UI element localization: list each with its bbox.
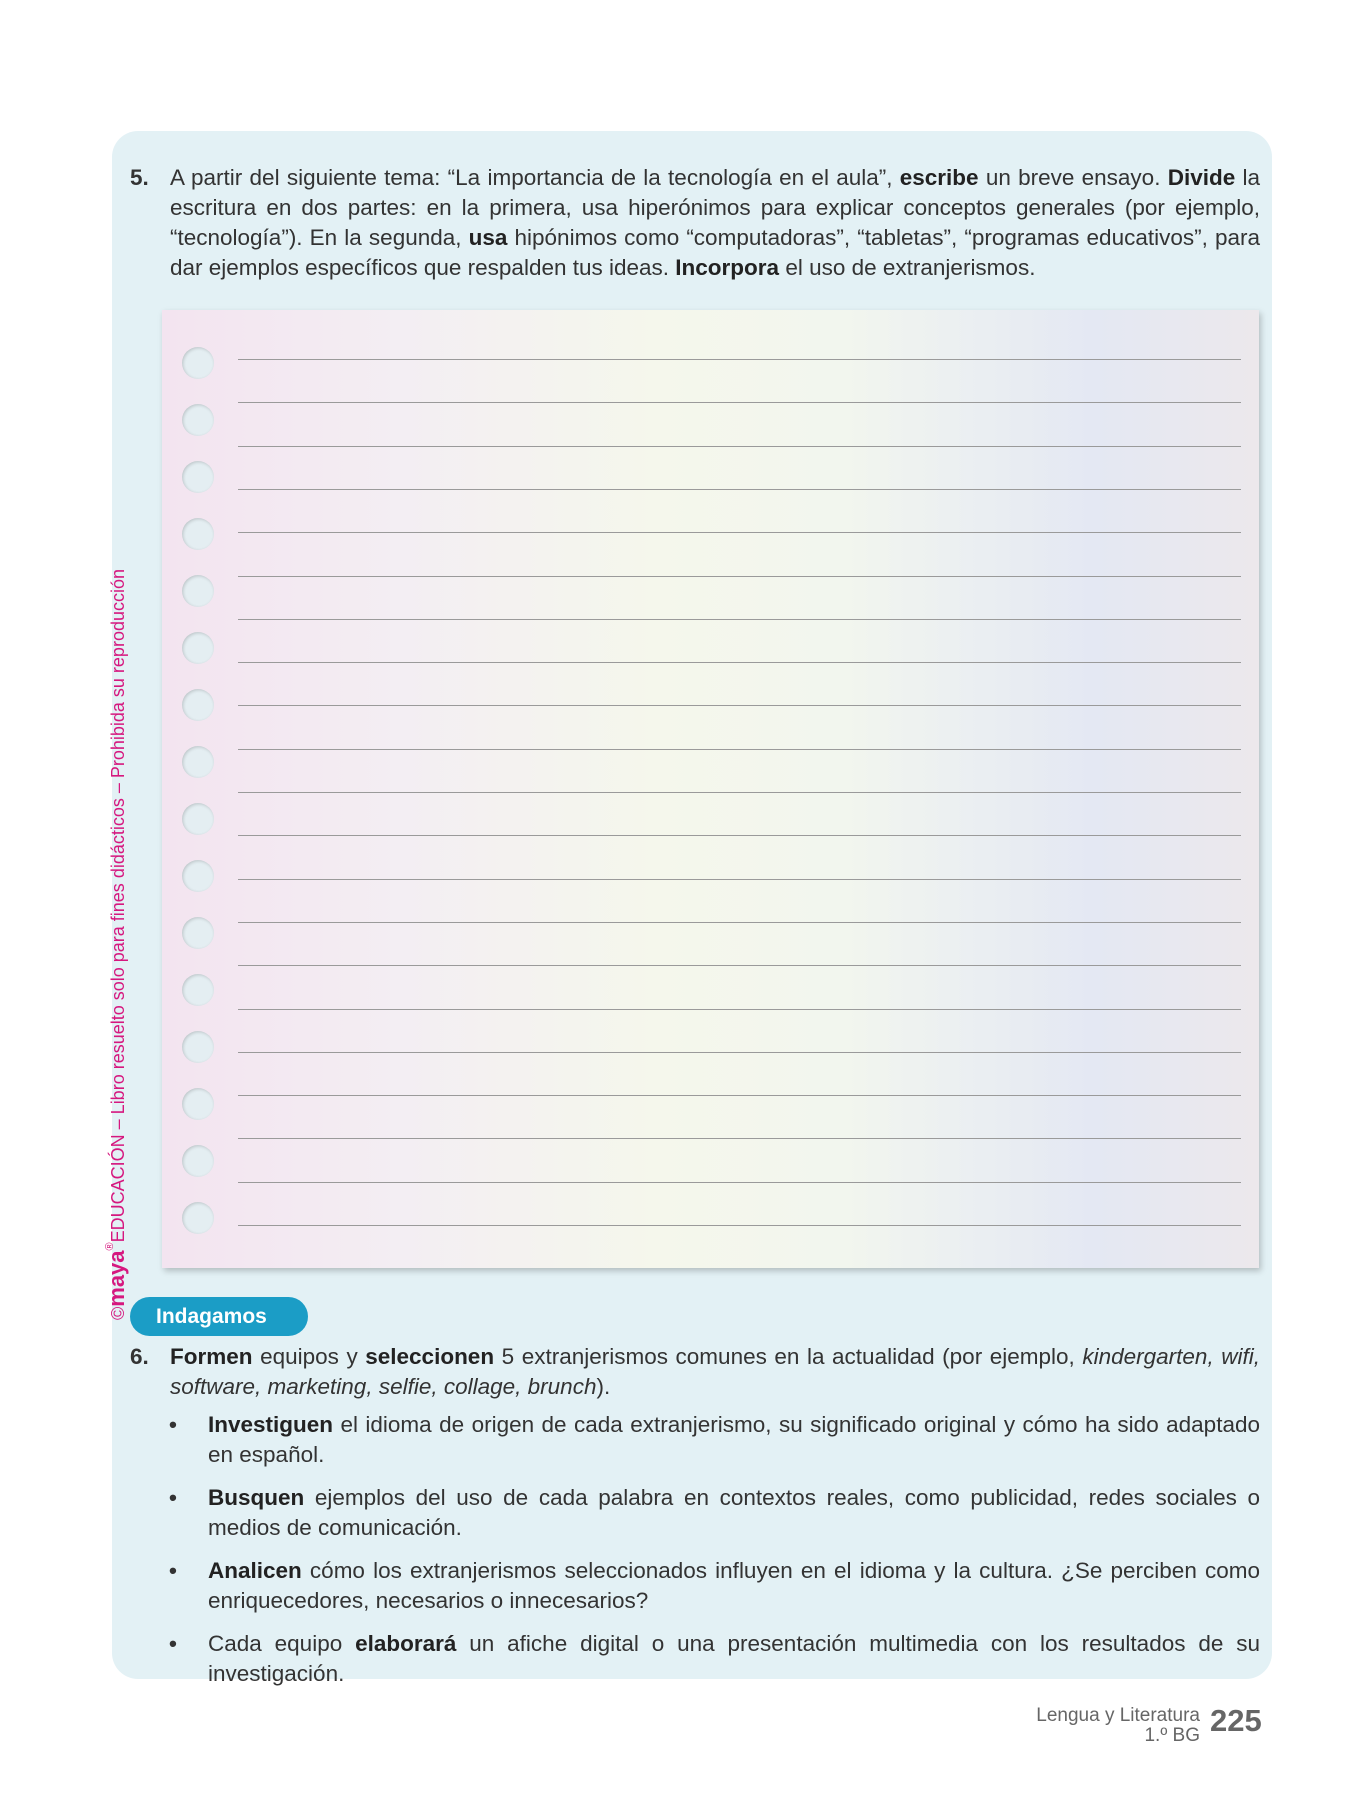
writing-line[interactable] (238, 662, 1241, 663)
writing-line[interactable] (238, 1095, 1241, 1096)
bullet-item (169, 1483, 1260, 1543)
writing-line[interactable] (238, 705, 1241, 706)
instruction-text: un breve ensayo. (978, 165, 1168, 190)
writing-line[interactable] (238, 1009, 1241, 1010)
binder-ring (182, 404, 214, 436)
binder-ring (182, 860, 214, 892)
brand-logo: maya (104, 1250, 129, 1307)
section-tag-indagamos: Indagamos (130, 1297, 308, 1336)
emphasis-verb: usa (468, 225, 508, 250)
instruction-text: ). (596, 1374, 611, 1399)
binder-ring (182, 518, 214, 550)
emphasis-verb: Formen (170, 1344, 253, 1369)
instruction-text: A partir del siguiente tema: “La importancia de la tecnología en el aula”, (170, 165, 900, 190)
binder-ring (182, 347, 214, 379)
instruction-text: 5 extranjerismos comunes en la actualidad (por ejemplo, (494, 1344, 1083, 1369)
writing-line[interactable] (238, 1182, 1241, 1183)
binder-ring (182, 632, 214, 664)
subject-name: Lengua y Literatura (1036, 1705, 1200, 1726)
instruction-text: Cada equipo (208, 1631, 356, 1656)
exercise-6-instructions (170, 1342, 1260, 1402)
instruction-text: hipónimos como “computadoras”, “tabletas”, “programas educativos”, para dar ejemplos específicos que respalden tus ideas. (170, 225, 1260, 280)
exercise-5 (130, 163, 1260, 283)
binder-ring (182, 917, 214, 949)
instruction-text: ejemplos del uso de cada palabra en contextos reales, como publicidad, redes sociales o medios de comunicación. (208, 1485, 1260, 1540)
emphasis-verb: escribe (899, 165, 979, 190)
instruction-text: cómo los extranjerismos seleccionados influyen en el idioma y la cultura. ¿Se perciben como enriquecedores, necesarios o innecesarios? (208, 1558, 1260, 1613)
exercise-6-bullet-list (130, 1410, 1260, 1689)
writing-line[interactable] (238, 922, 1241, 923)
writing-line[interactable] (238, 446, 1241, 447)
writing-line[interactable] (238, 402, 1241, 403)
binder-ring (182, 461, 214, 493)
writing-line[interactable] (238, 532, 1241, 533)
instruction-text: el idioma de origen de cada extranjerismo, su significado original y cómo ha sido adaptado en español. (208, 1412, 1260, 1467)
instruction-text: la escritura en dos partes: en la primera, usa hiperónimos para explicar conceptos generales (por ejemplo, “tecnología”). En la segunda, (170, 165, 1261, 250)
writing-line[interactable] (238, 576, 1241, 577)
binder-ring (182, 1202, 214, 1234)
copyright-symbol: © (108, 1306, 128, 1320)
writing-line[interactable] (238, 619, 1241, 620)
binder-ring (182, 575, 214, 607)
exercise-5-instructions (170, 163, 1260, 283)
binder-ring (182, 689, 214, 721)
emphasis-verb: Incorpora (675, 255, 780, 280)
writing-line[interactable] (238, 792, 1241, 793)
binder-ring (182, 1145, 214, 1177)
writing-line[interactable] (238, 1052, 1241, 1053)
emphasis-verb: Analicen (208, 1558, 302, 1583)
writing-line[interactable] (238, 1225, 1241, 1226)
instruction-text: un afiche digital o una presentación multimedia con los resultados de su investigación. (208, 1631, 1260, 1686)
writing-notebook[interactable] (162, 310, 1259, 1268)
writing-line[interactable] (238, 489, 1241, 490)
copyright-side-note (104, 569, 130, 1320)
instruction-text: el uso de extranjerismos. (779, 255, 1036, 280)
bullet-item (169, 1410, 1260, 1470)
emphasis-verb: seleccionen (365, 1344, 495, 1369)
writing-line[interactable] (238, 835, 1241, 836)
writing-line[interactable] (238, 1138, 1241, 1139)
writing-line[interactable] (238, 965, 1241, 966)
writing-line[interactable] (238, 749, 1241, 750)
grade-label: 1.º BG (1144, 1725, 1200, 1746)
emphasis-verb: Investiguen (208, 1412, 334, 1437)
bullet-dot: • (169, 1558, 177, 1583)
footer-subject (1036, 1706, 1200, 1746)
binder-ring (182, 974, 214, 1006)
writing-line[interactable] (238, 879, 1241, 880)
exercise-5-number: 5. (130, 165, 149, 190)
bullet-item (169, 1629, 1260, 1689)
page-number: 225 (1210, 1703, 1262, 1738)
binder-ring (182, 1088, 214, 1120)
exercise-6-number: 6. (130, 1344, 149, 1369)
bullet-dot: • (169, 1412, 177, 1437)
example-words: kindergarten, wifi, software, marketing, selfie, collage, brunch (170, 1344, 1260, 1399)
binder-ring (182, 1031, 214, 1063)
binder-ring (182, 803, 214, 835)
emphasis-verb: Busquen (208, 1485, 305, 1510)
emphasis-verb: elaborará (355, 1631, 457, 1656)
registered-symbol: ® (104, 1242, 116, 1251)
writing-line[interactable] (238, 359, 1241, 360)
bullet-item (169, 1556, 1260, 1616)
instruction-text: equipos y (252, 1344, 366, 1369)
copyright-text: EDUCACIÓN – Libro resuelto solo para fines didácticos – Prohibida su reproducción (108, 569, 128, 1243)
binder-ring (182, 746, 214, 778)
exercise-6 (130, 1342, 1260, 1702)
bullet-dot: • (169, 1485, 177, 1510)
bullet-dot: • (169, 1631, 177, 1656)
emphasis-verb: Divide (1167, 165, 1236, 190)
